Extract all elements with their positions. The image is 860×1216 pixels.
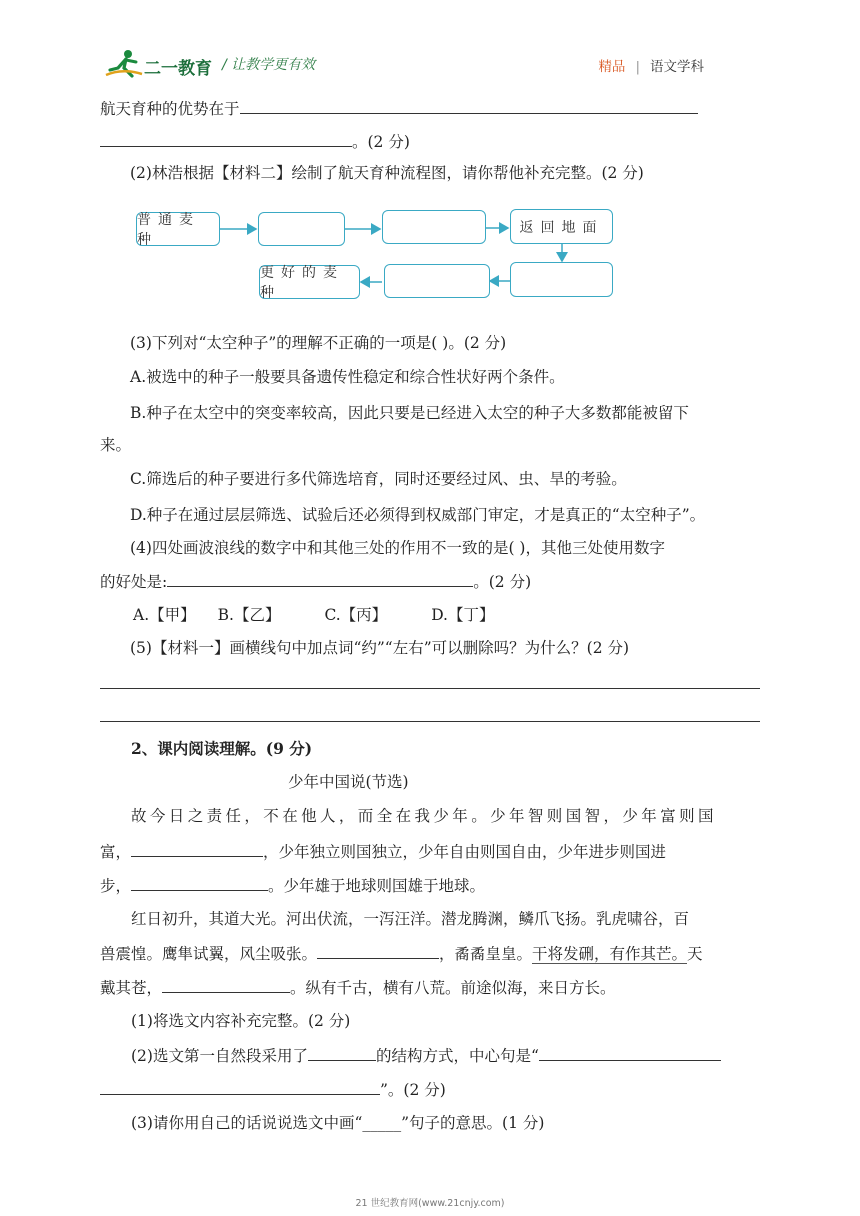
- answer-blank[interactable]: [131, 874, 268, 891]
- advantage-prefix: 航天育种的优势在于: [100, 100, 240, 118]
- text: (2)选文第一自然段采用了: [131, 1047, 308, 1065]
- answer-blank[interactable]: [539, 1044, 721, 1061]
- text: 。纵有千古，横有八荒。前途似海，来日方长。: [290, 979, 616, 997]
- flow-box-start: 普通麦种: [136, 212, 220, 246]
- q4-option[interactable]: C.【丙】: [324, 606, 388, 624]
- option-b-cont: 来。: [100, 436, 132, 454]
- text: 的结构方式，中心句是“: [375, 1047, 539, 1065]
- question-1-4: (4)四处画波浪线的数字中和其他三处的作用不一致的是( )，其他三处使用数字: [130, 539, 665, 557]
- option-c: C.筛选后的种子要进行多代筛选培育，同时还要经过风、虫、旱的考验。: [130, 470, 627, 488]
- text: 。少年雄于地球则国雄于地球。: [268, 877, 486, 895]
- text: 戴其苍，: [100, 979, 163, 997]
- passage-p1-line3: [100, 874, 485, 897]
- q4-prefix: 的好处是:: [100, 573, 168, 591]
- question-1-2: (2)林浩根据【材料二】绘制了航天育种流程图，请你帮他补充完整。(2 分): [130, 164, 644, 182]
- section-2-title: 2、课内阅读理解。(9 分): [131, 739, 313, 758]
- text: 兽震惶。鹰隼试翼，风尘吸张。: [100, 945, 318, 963]
- flow-box-return: 返回地面: [510, 209, 613, 244]
- slogan: / 让教学更有效: [222, 57, 316, 73]
- footer: 21 世纪教育网(www.21cnjy.com): [355, 1198, 505, 1209]
- score-text: 。(2 分): [352, 133, 410, 151]
- answer-line[interactable]: [100, 688, 760, 689]
- passage-p2-line2: [100, 942, 703, 965]
- question-2-3: (3)请你用自己的话说说选文中画“_____”句子的意思。(1 分): [131, 1114, 545, 1132]
- underlined-sentence: 干将发硎，有作其芒。: [532, 945, 688, 963]
- question-1-5: (5)【材料一】画横线句中加点词“约”“左右”可以删除吗？为什么？(2 分): [130, 639, 630, 657]
- logo-text: 二一教育: [144, 59, 212, 79]
- text: ，矞矞皇皇。: [439, 945, 533, 963]
- passage-title: 少年中国说(节选): [288, 773, 409, 791]
- option-a: A.被选中的种子一般要具备遗传性稳定和综合性状好两个条件。: [130, 368, 565, 386]
- text: 富，: [100, 843, 132, 861]
- answer-blank[interactable]: [162, 976, 290, 993]
- q4-option[interactable]: B.【乙】: [217, 606, 281, 624]
- flow-box-blank-1[interactable]: [258, 212, 345, 246]
- option-b: B.种子在太空中的突变率较高，因此只要是已经进入太空的种子大多数都能被留下: [130, 404, 689, 422]
- text: 天: [687, 945, 703, 963]
- passage-p2-line3: [100, 976, 616, 999]
- question-2-2-cont: [100, 1078, 446, 1101]
- passage-p1-line1: 故今日之责任，不在他人，而全在我少年。少年智则国智，少年富则国: [131, 807, 717, 825]
- answer-blank[interactable]: [100, 1078, 380, 1095]
- flow-box-blank-3[interactable]: [510, 262, 613, 297]
- header-separator: |: [635, 59, 640, 75]
- subject-tag: 语文学科: [650, 59, 704, 75]
- answer-blank[interactable]: [131, 840, 263, 857]
- flow-box-blank-2[interactable]: [382, 210, 486, 244]
- score-text: ”。(2 分): [380, 1081, 446, 1099]
- passage-p1-line2: [100, 840, 666, 863]
- passage-p2-line1: 红日初升，其道大光。河出伏流，一泻汪洋。潜龙腾渊，鳞爪飞扬。乳虎啸谷，百: [131, 910, 690, 928]
- q4-options: [133, 604, 495, 626]
- answer-blank[interactable]: [308, 1044, 376, 1061]
- answer-blank[interactable]: [317, 942, 439, 959]
- premium-tag: 精品: [598, 59, 626, 75]
- question-1-3: (3)下列对“太空种子”的理解不正确的一项是( )。(2 分): [130, 334, 507, 352]
- score-text: 。(2 分): [473, 573, 532, 591]
- q4-option[interactable]: A.【甲】: [133, 606, 196, 624]
- text: ，少年独立则国独立，少年自由则国自由，少年进步则国进: [263, 843, 667, 861]
- question-1-4-cont: [100, 570, 531, 593]
- answer-blank[interactable]: [167, 570, 473, 587]
- flow-box-blank-4[interactable]: [384, 264, 490, 298]
- q4-option[interactable]: D.【丁】: [431, 606, 495, 624]
- answer-line[interactable]: [100, 721, 760, 722]
- text: 步，: [100, 877, 132, 895]
- option-d: D.种子在通过层层筛选、试验后还必须得到权威部门审定，才是真正的“太空种子”。: [130, 506, 706, 524]
- question-2-1: (1)将选文内容补充完整。(2 分): [131, 1012, 351, 1030]
- flow-box-end: 更好的麦种: [259, 265, 360, 299]
- question-2-2: [131, 1044, 721, 1067]
